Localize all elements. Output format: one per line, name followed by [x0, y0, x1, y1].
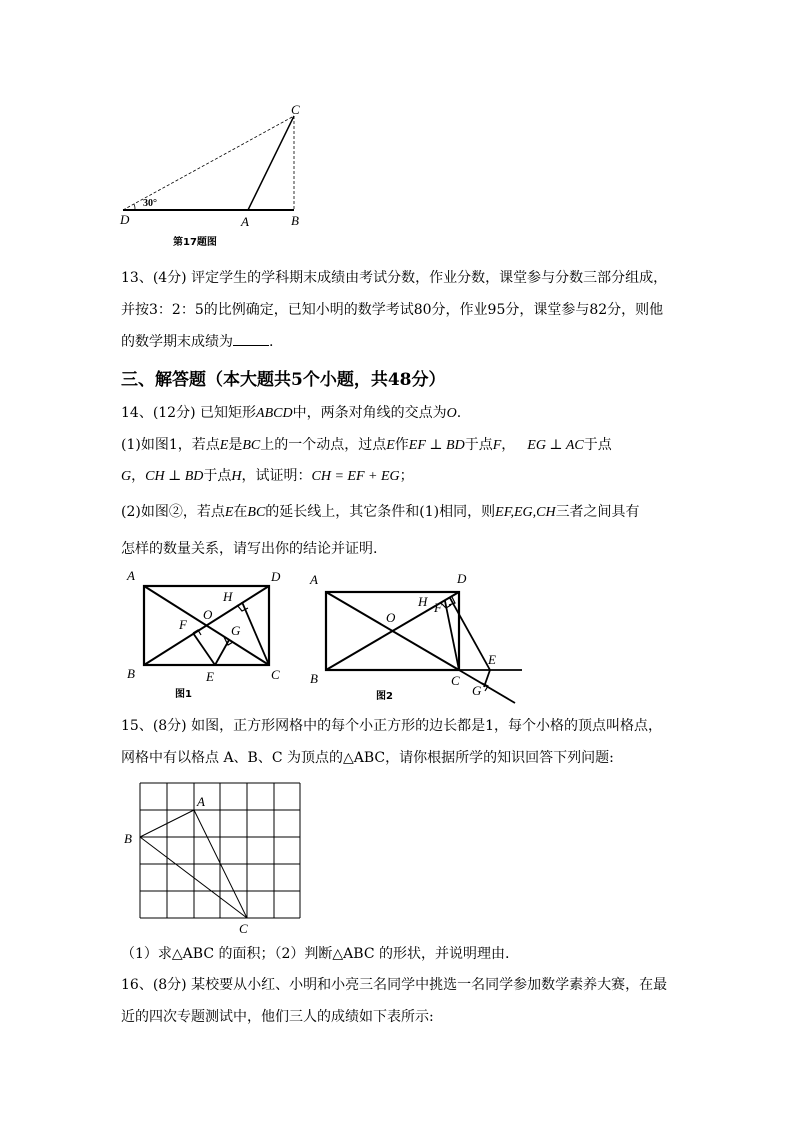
q13-line-3-prefix: 的数学期末成绩为: [121, 334, 233, 350]
q14-p1-point-f: F: [492, 438, 502, 453]
q14-p2-ch-perp: CH ⊥ BD: [145, 469, 204, 484]
fig1-label-f: F: [179, 617, 187, 632]
q14-p2-text-a: ，: [131, 468, 146, 484]
fig2-label-o: O: [386, 610, 396, 625]
q14-p1-point-e2: E: [386, 438, 395, 453]
q14-part1-line-2: [121, 466, 414, 487]
q14-p1-seg-bc: BC: [242, 438, 261, 453]
q14-q2-point-e: E: [224, 505, 234, 520]
q15-line-1: 15、(8分) 如图，正方形网格中的每个小正方形的边长都是1，每个小格的顶点叫格点，: [121, 718, 663, 734]
q14-point-o: O: [446, 406, 457, 421]
q15-grid-figure: [118, 775, 308, 935]
fig1-line-ef: [193, 633, 215, 665]
q13-line-3-suffix: .: [269, 334, 274, 350]
fig2-label-h: H: [418, 594, 428, 609]
q13-line-1: 13、(4分) 评定学生的学科期末成绩由考试分数，作业分数，课堂参与分数三部分组成，: [121, 270, 668, 286]
fig2-caption: 图2: [376, 691, 393, 702]
q14-p1-text-c: 上的一个动点，过点: [260, 437, 387, 453]
q14-q2-text-d: 三者之间具有: [555, 504, 640, 520]
fig2-label-b: B: [310, 671, 318, 686]
fig17-label-b: B: [291, 213, 299, 228]
q14-p1-ef-perp: EF ⊥ BD: [408, 438, 465, 453]
figure-17: [110, 100, 330, 250]
q14-p2-text-c: ，试证明：: [241, 468, 312, 484]
q15-label-b: B: [124, 831, 132, 846]
q14-q2-seg-bc: BC: [247, 505, 266, 520]
q14-p2-point-g: G: [121, 469, 132, 484]
q14-p1-text-f: 于点: [464, 437, 493, 453]
fig2-label-e: E: [488, 652, 496, 667]
fig1-label-a: A: [127, 568, 135, 583]
fig17-angle-label: 30°: [143, 198, 157, 209]
q14-part2-line-2: 怎样的数量关系，请写出你的结论并证明.: [121, 541, 378, 557]
q15-line-2: 网格中有以格点 A、B、C 为顶点的△ABC，请你根据所学的知识回答下列问题:: [121, 750, 614, 766]
fig2-label-a: A: [310, 572, 318, 587]
fig1-label-g: G: [231, 623, 241, 638]
q14-p2-point-h: H: [231, 469, 242, 484]
q14-intro: 14、(12分) 已知矩形: [121, 405, 257, 421]
q16-line-2: 近的四次专题测试中，他们三人的成绩如下表所示:: [121, 1009, 434, 1025]
q14-figure-2: [300, 565, 530, 705]
q14-part1-line-1: [121, 435, 612, 456]
q15-label-a: A: [197, 794, 205, 809]
fig17-label-c: C: [291, 102, 300, 117]
q14-figure-1: [118, 565, 298, 700]
q14-p1-text-d: 作: [394, 437, 409, 453]
q16-line-1: 16、(8分) 某校要从小红、小明和小亮三名同学中挑选一名同学参加数学素养大赛，在最: [121, 977, 668, 993]
fig2-label-d: D: [457, 571, 467, 586]
q14-p1-text-b: 是: [228, 437, 243, 453]
q13-line-3: [121, 331, 273, 352]
fig1-caption: 图1: [175, 689, 192, 700]
fig2-label-f: F: [434, 600, 442, 615]
q14-p1-eg-perp: EG ⊥ AC: [527, 438, 584, 453]
fig2-line-ac-extension: [459, 670, 515, 703]
q14-q2-segments: EF,EG,CH: [495, 505, 556, 520]
section-3-heading: 三、解答题（本大题共5个小题，共48分）: [121, 370, 446, 390]
fig17-label-d: D: [120, 212, 130, 227]
q14-p1-text-h: 于点: [583, 437, 612, 453]
fig1-label-b: B: [127, 666, 135, 681]
q14-q2-text-b: 在: [233, 504, 248, 520]
fig1-label-d: D: [271, 569, 281, 584]
q14-rect-name: ABCD: [256, 406, 293, 421]
q14-line-1: [121, 403, 461, 424]
fig1-label-h: H: [223, 589, 233, 604]
q15-label-c: C: [239, 921, 248, 935]
fig17-line-ac: [248, 116, 294, 210]
q13-answer-blank[interactable]: [233, 331, 269, 346]
q14-intro-mid: 中，两条对角线的交点为: [292, 405, 447, 421]
fig1-label-e: E: [206, 669, 214, 684]
fig1-label-c: C: [271, 667, 280, 682]
fig1-label-o: O: [203, 607, 213, 622]
q14-p1-text-g: ，: [501, 437, 516, 453]
fig17-caption: 第17题图: [173, 237, 217, 248]
q14-q2-text-a: (2)如图②，若点: [121, 504, 225, 520]
q14-p2-text-b: 于点: [203, 468, 232, 484]
fig2-label-c: C: [451, 673, 460, 688]
q13-line-2: 并按3：2：5的比例确定，已知小明的数学考试80分，作业95分，课堂参与82分，则他: [121, 302, 664, 318]
q14-part2-line-1: [121, 502, 640, 523]
q14-q2-text-c: 的延长线上，其它条件和(1)相同，则: [265, 504, 496, 520]
fig17-label-a: A: [241, 214, 249, 229]
q14-intro-end: .: [456, 405, 462, 421]
q14-p2-text-d: ；: [399, 468, 414, 484]
fig17-line-dc: [123, 116, 294, 210]
q14-p2-equation: CH = EF + EG: [311, 469, 400, 484]
q14-p1-point-e: E: [219, 438, 229, 453]
fig2-label-g: G: [472, 683, 482, 698]
q14-p1-text-a: (1)如图1，若点: [121, 437, 220, 453]
q15-question: （1）求△ABC 的面积；（2）判断△ABC 的形状，并说明理由.: [121, 946, 510, 962]
